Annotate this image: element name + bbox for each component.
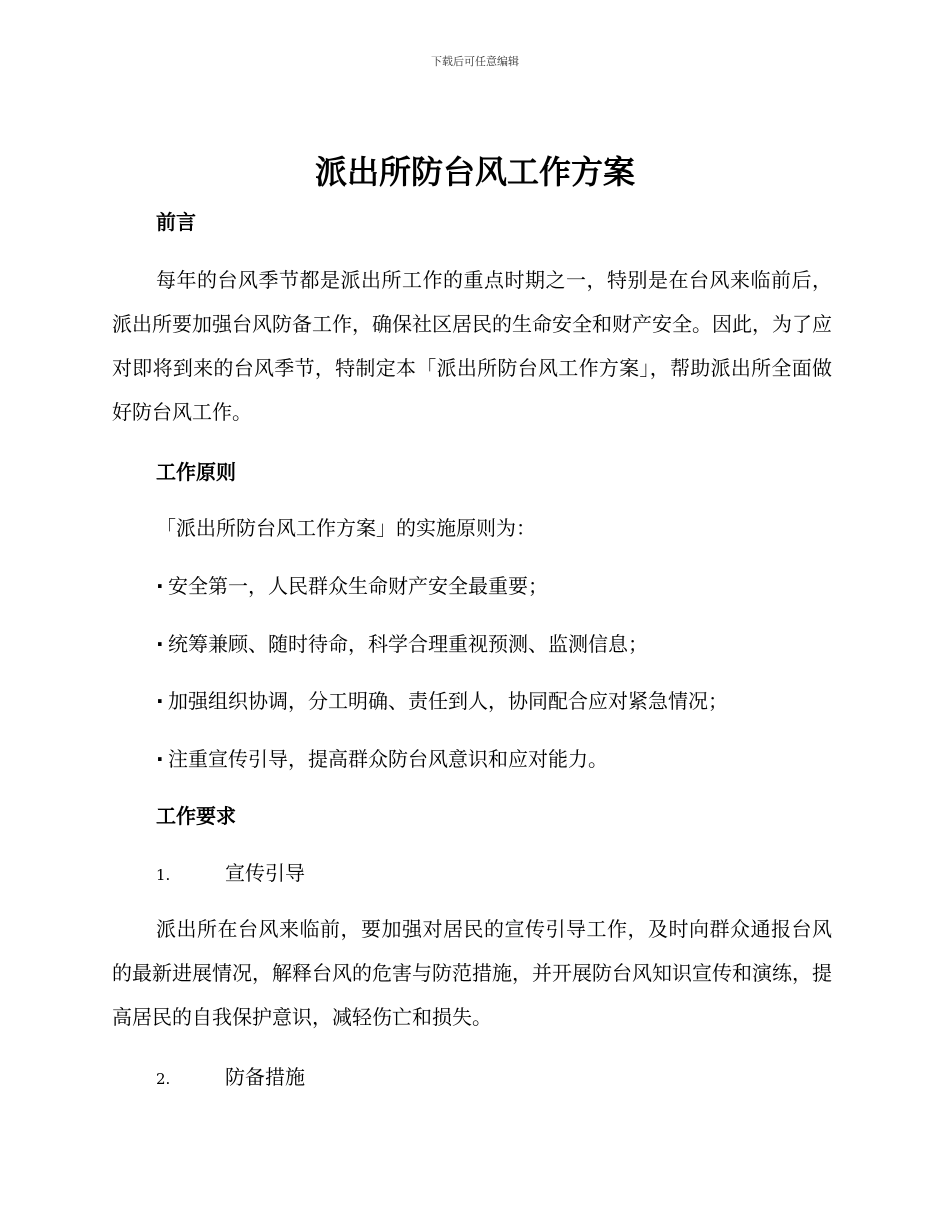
item-number: 1. — [156, 866, 171, 884]
principle-item — [156, 572, 548, 600]
item-number: 2. — [156, 1070, 171, 1088]
principle-item-text: 加强组织协调，分工明确、责任到人，协同配合应对紧急情况； — [168, 689, 728, 713]
requirement-item-heading — [156, 859, 305, 889]
item-title: 防备措施 — [225, 1065, 305, 1089]
principle-item — [156, 687, 728, 715]
bullet-icon: · — [156, 632, 164, 656]
bullet-icon: · — [156, 574, 164, 598]
bullet-icon: · — [156, 747, 164, 771]
requirement-item-paragraph: 派出所在台风来临前，要加强对居民的宣传引导工作，及时向群众通报台风的最新进展情况，解释台风的危害与防范措施，并开展防台风知识宣传和演练，提高居民的自我保护意识，减轻伤亡和损失。 — [112, 917, 832, 1029]
header-note: 下载后可任意编辑 — [431, 55, 519, 68]
section-heading-principles: 工作原则 — [156, 460, 236, 484]
section-heading-preface: 前言 — [156, 210, 196, 234]
principle-item-text: 注重宣传引导，提高群众防台风意识和应对能力。 — [168, 747, 608, 771]
principle-item — [156, 630, 648, 658]
preface-paragraph: 每年的台风季节都是派出所工作的重点时期之一，特别是在台风来临前后，派出所要加强台风防备工作，确保社区居民的生命安全和财产安全。因此，为了应对即将到来的台风季节，特制定本「派出所防台风工作方案」，帮助派出所全面做好防台风工作。 — [112, 268, 832, 424]
principle-item-text: 安全第一，人民群众生命财产安全最重要； — [168, 574, 548, 598]
bullet-icon: · — [156, 689, 164, 713]
document-title: 派出所防台风工作方案 — [314, 153, 635, 191]
principles-intro: 「派出所防台风工作方案」的实施原则为： — [156, 516, 536, 540]
section-heading-requirements: 工作要求 — [156, 804, 236, 828]
item-title: 宣传引导 — [225, 861, 305, 885]
principle-item — [156, 745, 608, 773]
principle-item-text: 统筹兼顾、随时待命，科学合理重视预测、监测信息； — [168, 632, 648, 656]
requirement-item-heading — [156, 1063, 305, 1093]
